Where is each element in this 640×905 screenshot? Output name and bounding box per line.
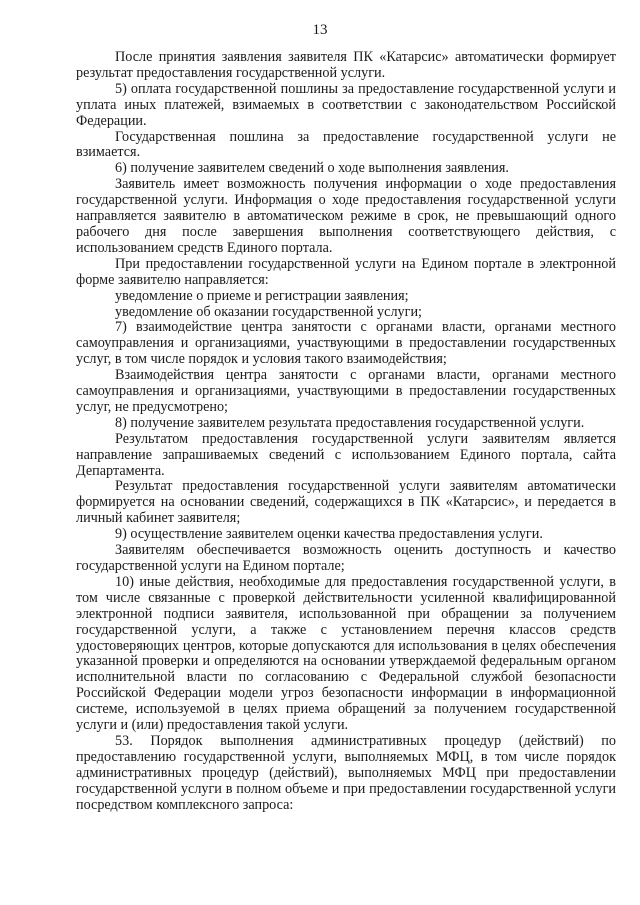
paragraph-interaction-not-provided: Взаимодействия центра занятости с органами власти, органами местного самоуправления и организациями, участвующими в предоставлении государственных услуг, не предусмотрено; [76,367,616,415]
paragraph-result-details: Результатом предоставления государственной услуги заявителям является направление запрашиваемых сведений с использованием Единого портала, сайта Департамента. [76,430,616,479]
paragraph-quality-details: Заявителям обеспечивается возможность оценить доступность и качество государственной услуги на Едином портале; [76,542,616,574]
paragraph-item-8-result: 8) получение заявителем результата предоставления государственной услуги. [115,414,585,431]
paragraph-item-10-other-actions: 10) иные действия, необходимые для предоставления государственной услуги, в том числе связанные с проверкой действительности усиленной квалифицированной электронной подписи заявителя, использованной при обращении за получением государственной услуги, а также с установлением перечня классов средств удостоверяющих центров, которые допускаются для использования в целях обеспечения указанной проверки и определяются на основании утверждаемой федеральным органом исполнительной власти по согласованию с Федеральной службой безопасности Российской Федерации модели угроз безопасности информации в информационной системе, используемой в целях приема обращений за получением государственной услуги и (или) предоставления такой услуги. [76,573,616,734]
page-number: 13 [312,22,328,38]
paragraph-item-6-status-info: 6) получение заявителем сведений о ходе выполнения заявления. [115,160,509,177]
paragraph-item-53-mfc: 53. Порядок выполнения административных процедур (действий) по предоставлению государственной услуги, выполняемых МФЦ, в том числе порядок административных процедур (действий), выполняемых МФЦ при предоставлении государственной услуги в полном объеме и при предоставлении государственной услуги посредством комплексного запроса: [76,732,616,813]
paragraph-notifications-intro: При предоставлении государственной услуги на Едином портале в электронной форме заявителю направляется: [76,255,616,288]
paragraph-item-9-quality: 9) осуществление заявителем оценки качества предоставления услуги. [115,526,543,543]
list-item-notification-receipt: уведомление о приеме и регистрации заявления; [115,287,409,304]
paragraph-result-automatic: Результат предоставления государственной услуги заявителям автоматически формируется на основании сведений, содержащихся в ПК «Катарсис», и передается в личный кабинет заявителя; [76,478,616,527]
paragraph-item-5-payment: 5) оплата государственной пошлины за предоставление государственной услуги и уплата иных платежей, взимаемых в соответствии с законодательством Российской Федерации. [76,80,616,129]
paragraph-item-7-interaction: 7) взаимодействие центра занятости с органами власти, органами местного самоуправления и организациями, участвующими в предоставлении государственных услуг, в том числе порядок и условия такого взаимодействия; [76,319,616,368]
paragraph-status-info-details: Заявитель имеет возможность получения информации о ходе предоставления государственной услуги. Информация о ходе предоставления государственной услуги направляется заявителю в автоматическом режиме в срок, не превышающий одного рабочего дня после завершения выполнения соответствующего действия, с использованием средств Единого портала. [76,176,616,256]
paragraph-katarsis-result: После принятия заявления заявителя ПК «Катарсис» автоматически формирует результат предоставления государственной услуги. [76,49,616,81]
list-item-notification-service: уведомление об оказании государственной услуги; [115,303,422,320]
paragraph-fee-not-charged: Государственная пошлина за предоставление государственной услуги не взимается. [76,128,616,161]
document-body [76,50,616,814]
